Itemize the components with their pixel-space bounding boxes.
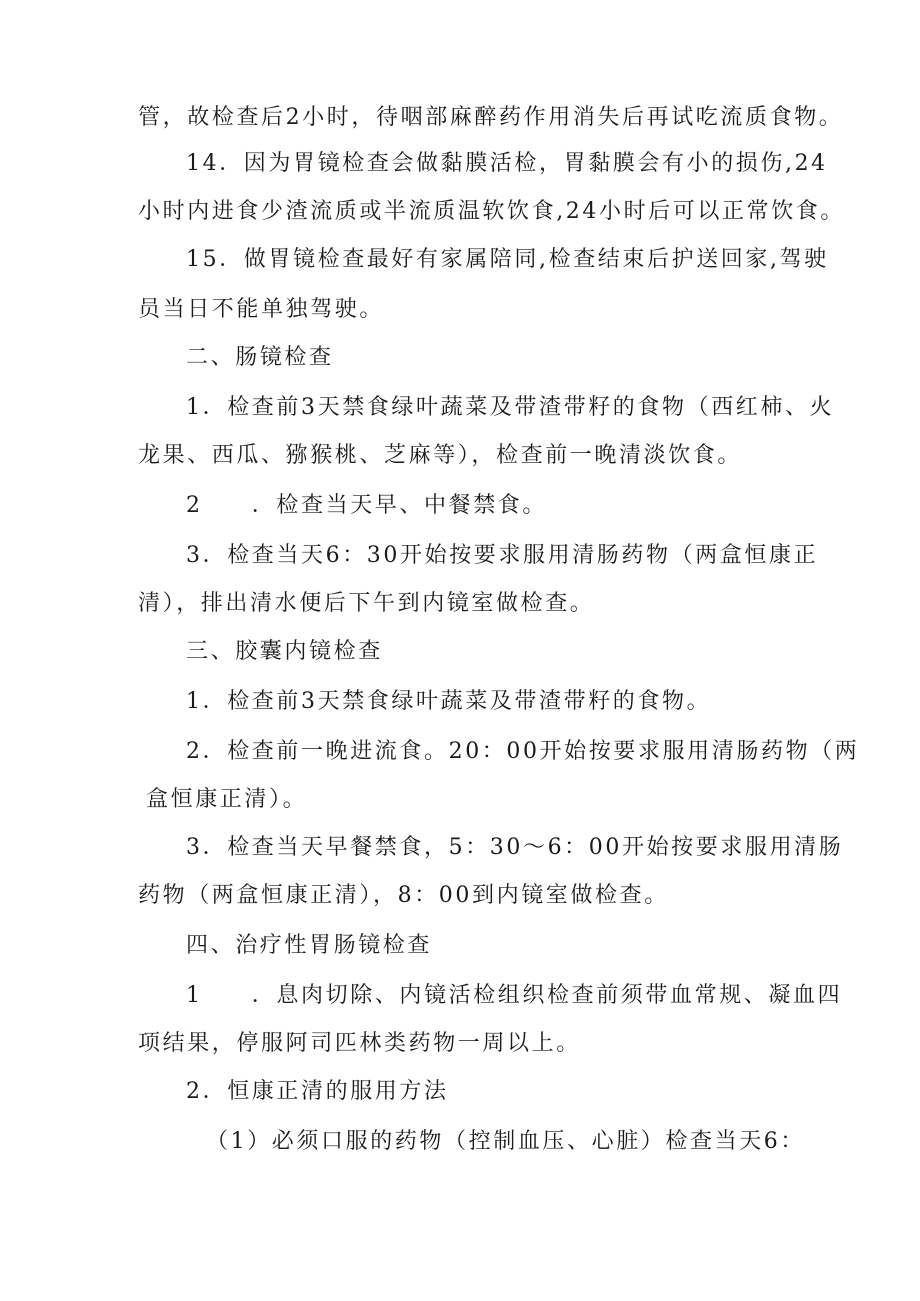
text-line-1: 管，故检查后2小时，待咽部麻醉药作用消失后再试吃流质食物。 — [138, 105, 844, 130]
text-line-8: 龙果、西瓜、猕猴桃、芝麻等），检查前一晚清淡饮食。 — [138, 443, 743, 468]
text-line-21: 2．恒康正清的服用方法 — [186, 1079, 449, 1104]
text-line-7: 1．检查前3天禁食绿叶蔬菜及带渣带籽的食物（西红柿、火 — [186, 395, 835, 420]
text-line-22: （1）必须口服的药物（控制血压、心脏）检查当天6： — [206, 1129, 805, 1154]
text-line-19: 1 ．息肉切除、内镜活检组织检查前须带血常规、凝血四 — [186, 983, 843, 1008]
text-line-11: 清），排出清水便后下午到内镜室做检查。 — [138, 591, 595, 616]
text-line-17: 药物（两盒恒康正清），8：00到内镜室做检查。 — [138, 883, 669, 908]
text-line-4: 15．做胃镜检查最好有家属陪同,检查结束后护送回家,驾驶 — [186, 247, 829, 272]
text-line-14: 2．检查前一晚进流食。20：00开始按要求服用清肠药物（两 — [186, 739, 860, 764]
text-line-5: 员当日不能单独驾驶。 — [138, 297, 385, 322]
text-line-16: 3．检查当天早餐禁食，5：30～6：00开始按要求服用清肠 — [186, 835, 844, 860]
text-line-9: 2 ．检查当天早、中餐禁食。 — [186, 493, 547, 518]
section-heading-therapeutic-endoscopy: 四、治疗性胃肠镜检查 — [186, 933, 433, 958]
text-line-13: 1．检查前3天禁食绿叶蔬菜及带渣带籽的食物。 — [186, 689, 712, 714]
text-line-20: 项结果，停服阿司匹林类药物一周以上。 — [138, 1031, 581, 1056]
text-line-10: 3．检查当天6：30开始按要求服用清肠药物（两盒恒康正 — [186, 543, 819, 568]
text-line-2: 14．因为胃镜检查会做黏膜活检，胃黏膜会有小的损伤,24 — [186, 151, 828, 176]
section-heading-capsule-endoscopy: 三、胶囊内镜检查 — [186, 639, 383, 664]
text-line-3: 小时内进食少渣流质或半流质温软饮食,24小时后可以正常饮食。 — [138, 199, 845, 224]
text-line-15: 盒恒康正清）。 — [146, 787, 308, 812]
section-heading-colonoscopy: 二、肠镜检查 — [186, 345, 334, 370]
